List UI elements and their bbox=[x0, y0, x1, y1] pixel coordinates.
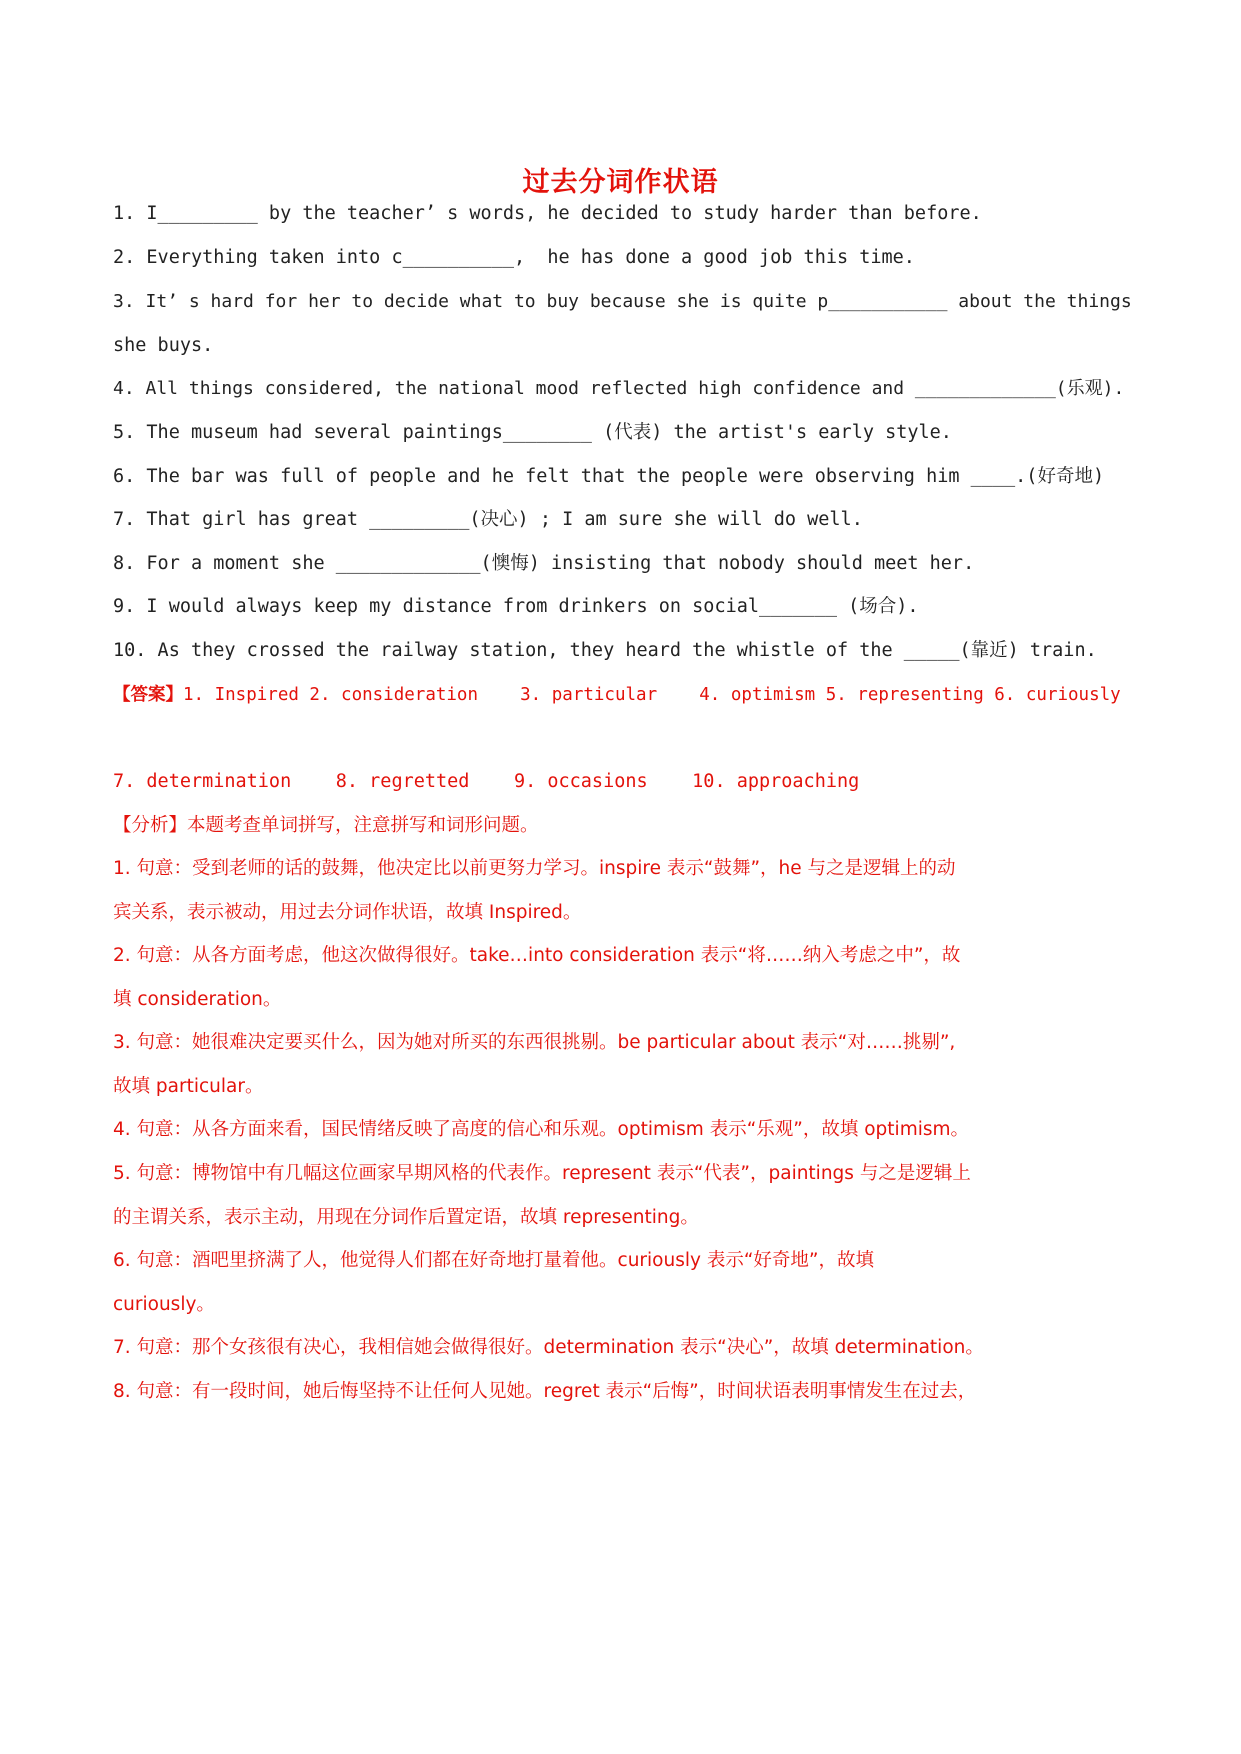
question-2: 2. Everything taken into c__________, he has done a good job this time. bbox=[113, 247, 915, 268]
analysis-line: 故填 particular。 bbox=[113, 1076, 264, 1097]
analysis-line: 1. 句意：受到老师的话的鼓舞，他决定比以前更努力学习。inspire 表示“鼓舞”，he 与之是逻辑上的动 bbox=[113, 858, 956, 879]
analysis-line: 4. 句意：从各方面来看，国民情绪反映了高度的信心和乐观。optimism 表示“乐观”，故填 optimism。 bbox=[113, 1119, 970, 1140]
analysis-line: 7. 句意：那个女孩很有决心，我相信她会做得很好。determination 表示“决心”，故填 determination。 bbox=[113, 1337, 984, 1358]
question-4: 4. All things considered, the national mood reflected high confidence and _____________(乐观). bbox=[113, 378, 1125, 399]
question-8: 8. For a moment she _____________(懊悔) insisting that nobody should meet her. bbox=[113, 553, 975, 574]
analysis-line: 宾关系，表示被动，用过去分词作状语，故填 Inspired。 bbox=[113, 902, 582, 923]
analysis-line: 的主谓关系，表示主动，用现在分词作后置定语，故填 representing。 bbox=[113, 1207, 699, 1228]
analysis-line: 填 consideration。 bbox=[113, 989, 282, 1010]
question-1: 1. I_________ by the teacher’ s words, he decided to study harder than before. bbox=[113, 203, 982, 224]
answer-line-1 bbox=[113, 682, 1121, 708]
answer-label: 【答案】 bbox=[113, 685, 183, 705]
question-10: 10. As they crossed the railway station, they heard the whistle of the _____(靠近) train. bbox=[113, 640, 1097, 661]
analysis-line: 8. 句意：有一段时间，她后悔坚持不让任何人见她。regret 表示“后悔”，时间状语表明事情发生在过去， bbox=[113, 1381, 977, 1402]
analysis-intro bbox=[113, 813, 539, 839]
answer-list-1: 1. Inspired 2. consideration 3. particular 4. optimism 5. representing 6. curiously bbox=[183, 685, 1121, 705]
answer-line-2: 7. determination 8. regretted 9. occasions 10. approaching bbox=[113, 771, 860, 792]
question-3: 3. It’ s hard for her to decide what to buy because she is quite p___________ about the things bbox=[113, 291, 1132, 312]
analysis-line: curiously。 bbox=[113, 1294, 215, 1315]
analysis-line: 2. 句意：从各方面考虑，他这次做得很好。take…into consideration 表示“将……纳入考虑之中”，故 bbox=[113, 945, 961, 966]
page-title: 过去分词作状语 bbox=[522, 167, 719, 198]
analysis-line: 6. 句意：酒吧里挤满了人，他觉得人们都在好奇地打量着他。curiously 表示“好奇地”，故填 bbox=[113, 1250, 874, 1271]
analysis-line: 5. 句意：博物馆中有几幅这位画家早期风格的代表作。represent 表示“代表”，paintings 与之是逻辑上 bbox=[113, 1163, 971, 1184]
analysis-line: 3. 句意：她很难决定要买什么，因为她对所买的东西很挑剔。be particular about 表示“对……挑剔”, bbox=[113, 1032, 956, 1053]
question-6: 6. The bar was full of people and he felt that the people were observing him ____.(好奇地) bbox=[113, 466, 1105, 487]
question-5: 5. The museum had several paintings________ (代表) the artist's early style. bbox=[113, 422, 952, 443]
question-7: 7. That girl has great _________(决心) ; I am sure she will do well. bbox=[113, 509, 863, 530]
question-3-continued: she buys. bbox=[113, 335, 214, 356]
analysis-label: 【分析】 bbox=[113, 815, 188, 836]
question-9: 9. I would always keep my distance from drinkers on social_______ (场合). bbox=[113, 596, 919, 617]
analysis-intro-text: 本题考查单词拼写，注意拼写和词形问题。 bbox=[187, 815, 539, 836]
